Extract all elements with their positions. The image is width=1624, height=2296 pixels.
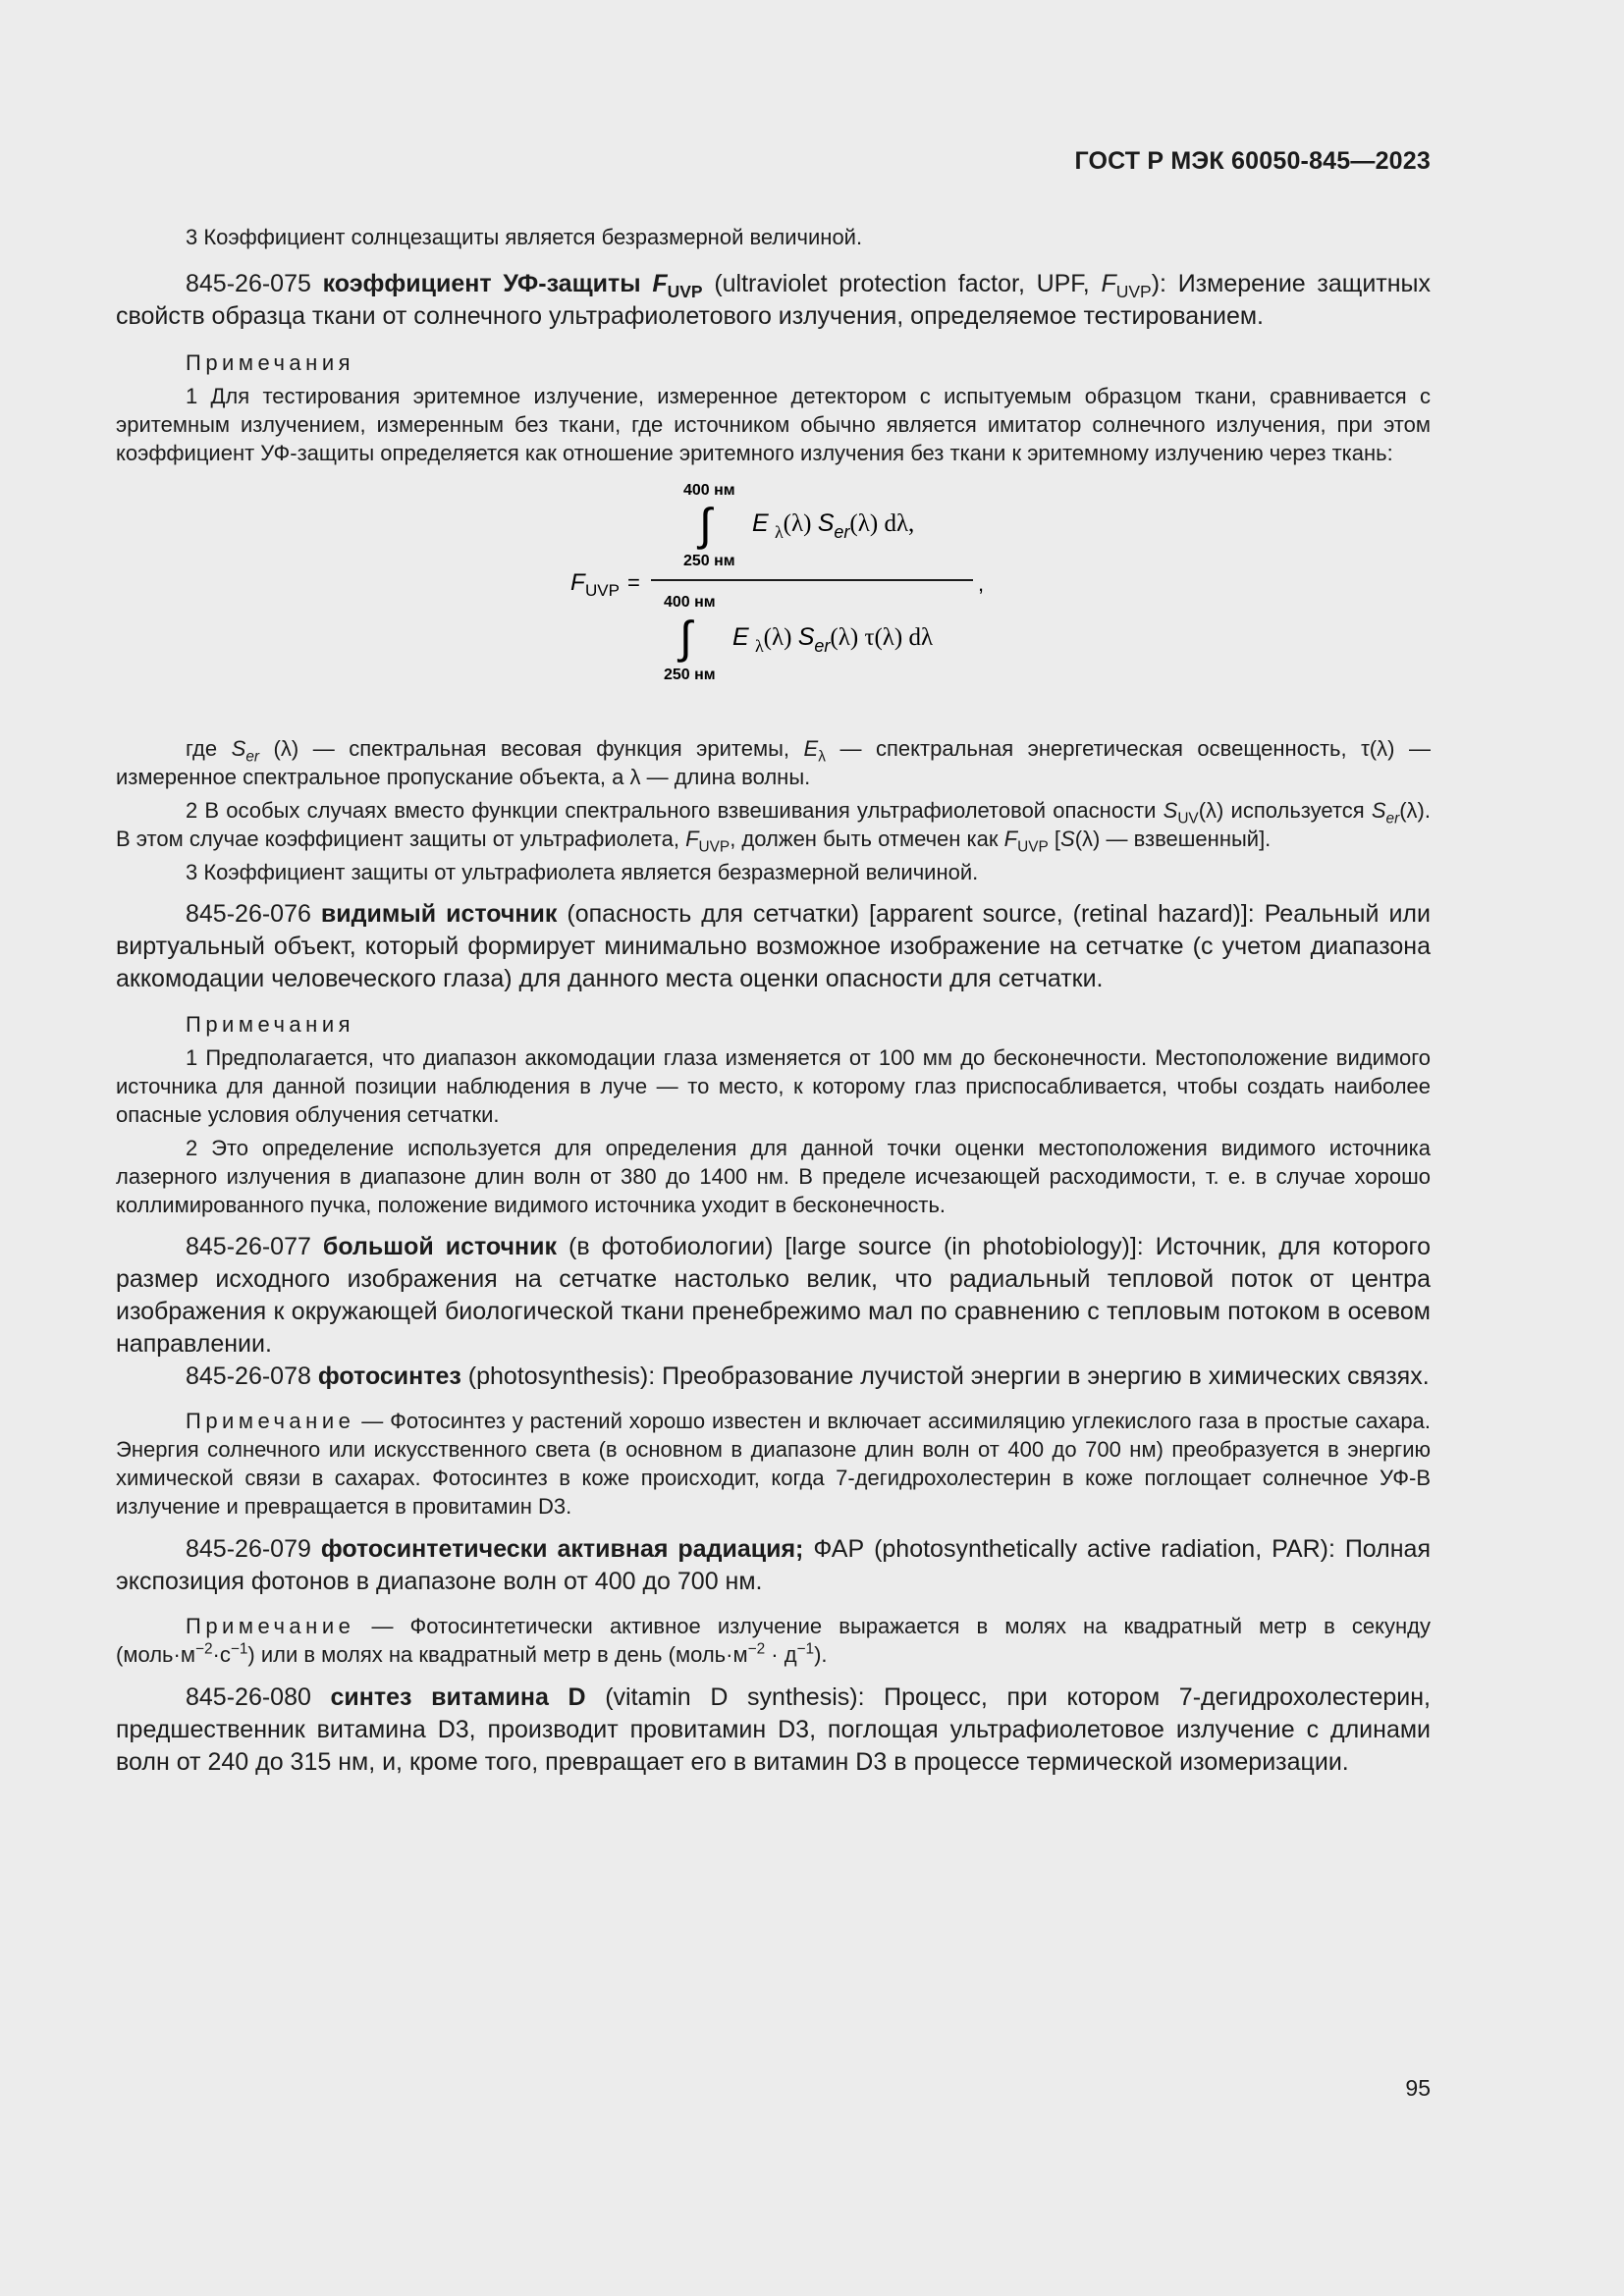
formula-comma: ,: [978, 571, 985, 596]
entry-term: коэффициент УФ-защиты: [322, 270, 641, 297]
note-078: Примечание — Фотосинтез у растений хорошо известен и включает ассимиляцию углекислого газа в простые сахара. Энергия солнечного или искусственного света (в основном в диапазоне длин волн от 400 до 700 нм) преобразуется в энергию химической связи в сахарах. Фотосинтез в коже происходит, когда 7-дегидрохолестерин в коже поглощает солнечное УФ-В излучение и превращается в провитамин D3.: [116, 1409, 1431, 1519]
uvp-formula: [116, 467, 1431, 734]
entry-845-26-080: 845-26-080 синтез витамина D (vitamin D synthesis): Процесс, при котором 7-дегидрохолестерин, предшественник витамина D3, производит провитамин D3, поглощая ультрафиолетовое излучение с длинами волн от 240 до 315 нм, и, кроме того, превращает его в витамин D3 в процессе термической изомеризации.: [116, 1683, 1431, 1776]
entry-term: фотосинтез: [317, 1362, 461, 1390]
formula-equals: =: [627, 570, 640, 595]
lower-limit: 250 нм: [664, 667, 716, 683]
note-075-prev-3: 3 Коэффициент солнцезащиты является безразмерной величиной.: [186, 225, 863, 249]
note-075-1: 1 Для тестирования эритемное излучение, измеренное детектором с испытуемым образцом ткани, сравнивается с эритемным излучением, измеренным без ткани, где источником обычно является имитатор солнечного излучения, при этом коэффициент УФ-защиты определяется как отношение эритемного излучения без ткани к эритемному излучению через ткань:: [116, 384, 1431, 465]
note-075-3: 3 Коэффициент защиты от ультрафиолета является безразмерной величиной.: [186, 860, 979, 884]
notes-label: Примечания: [186, 350, 355, 375]
formula-lhs: F: [570, 569, 585, 596]
page-number: 95: [1405, 2075, 1431, 2101]
integral-sign: ∫: [679, 612, 692, 663]
entry-845-26-077: 845-26-077 большой источник (в фотобиологии) [large source (in photobiology)]: Источник, для которого размер исходного изображения на сетчатке настолько велик, что радиальный тепловой поток от центра изображения к окружающей биологической ткани пренебрежимо мал по сравнению с тепловым потоком в осевом направлении.: [116, 1233, 1432, 1358]
document-header: ГОСТ Р МЭК 60050-845—2023: [1074, 147, 1431, 175]
formula-graphic: [116, 467, 1431, 734]
note-079: Примечание — Фотосинтетически активное излучение выражается в молях на квадратный метр в секунду $(моль\cdot м^{-2}\cdot с^{-1})$ или в молях на квадратный метр в день $(моль\cdot м^{-2} \cdot д^{-1})$.: [116, 1614, 1431, 1667]
entry-term: видимый источник: [320, 900, 558, 928]
note-076-2: 2 Это определение используется для определения для данной точки оценки местоположения видимого источника лазерного излучения в диапазоне длин волн от 380 до 1400 нм. В пределе исчезающей расходимости, т. е. в случае хорошо коллимированного пучка, положение видимого источника уходит в бесконечность.: [116, 1136, 1431, 1217]
notes-label: Примечания: [186, 1012, 355, 1037]
formula-where: где $S_{er}$ (λ) — спектральная весовая функция эритемы, $E_\lambda$ — спектральная энергетическая освещенность, τ(λ) — измеренное спектральное пропускание объекта, а λ — длина волны.: [116, 736, 1431, 789]
upper-limit: 400 нм: [683, 482, 735, 499]
note-075-2: 2 В особых случаях вместо функции спектрального взвешивания ультрафиолетовой опасности $S_{UV}(\lambda)$ используется $S_{er}(\lambda)$. В этом случае коэффициент защиты от ультрафиолета, $F_{UVP}$, должен быть отмечен как $F_{UVP}$ [S(λ) — взвешенный].: [116, 798, 1431, 856]
integral-sign: ∫: [699, 499, 712, 550]
denominator-expression: E $_\lambda$(λ) $S_{er}(\lambda)$ τ(λ) dλ: [732, 623, 934, 656]
page-content: [116, 223, 1431, 1779]
entry-845-26-075: 845-26-075 коэффициент УФ-защиты $F_{UVP}$ (ultraviolet protection factor, UPF, $F_{UVP}$): Измерение защитных свойств образца ткани от солнечного ультрафиолетового излучения, определяемое тестированием.: [116, 270, 1432, 330]
entry-term: большой источник: [322, 1233, 558, 1260]
entry-number: 845-26-075: [186, 270, 311, 297]
entry-term: фотосинтетически активная радиация;: [320, 1535, 804, 1563]
entry-845-26-078: 845-26-078 фотосинтез (photosynthesis): Преобразование лучистой энергии в энергию в химических связях.: [186, 1362, 1430, 1390]
formula-lhs-sub: UVP: [585, 581, 620, 600]
numerator-expression: E $_\lambda$(λ) $S_{er}(\lambda)$ dλ,: [752, 509, 915, 542]
entry-845-26-079: 845-26-079 фотосинтетически активная радиация; ФАР (photosynthetically active radiation, PAR): Полная экспозиция фотонов в диапазоне волн от 400 до 700 нм.: [116, 1535, 1431, 1595]
entry-term: синтез витамина D: [330, 1683, 586, 1711]
note-076-1: 1 Предполагается, что диапазон аккомодации глаза изменяется от 100 мм до бесконечности. Местоположение видимого источника для данной позиции наблюдения в луче — то место, к которому глаз приспосабливается, чтобы создать наиболее опасные условия облучения сетчатки.: [116, 1045, 1431, 1127]
entry-845-26-076: 845-26-076 видимый источник (опасность для сетчатки) [apparent source, (retinal hazard)]: Реальный или виртуальный объект, который формирует минимально возможное изображение на сетчатке (с учетом диапазона аккомодации человеческого глаза) для данного места оценки опасности для сетчатки.: [116, 900, 1431, 992]
upper-limit: 400 нм: [664, 594, 716, 611]
lower-limit: 250 нм: [683, 553, 735, 569]
